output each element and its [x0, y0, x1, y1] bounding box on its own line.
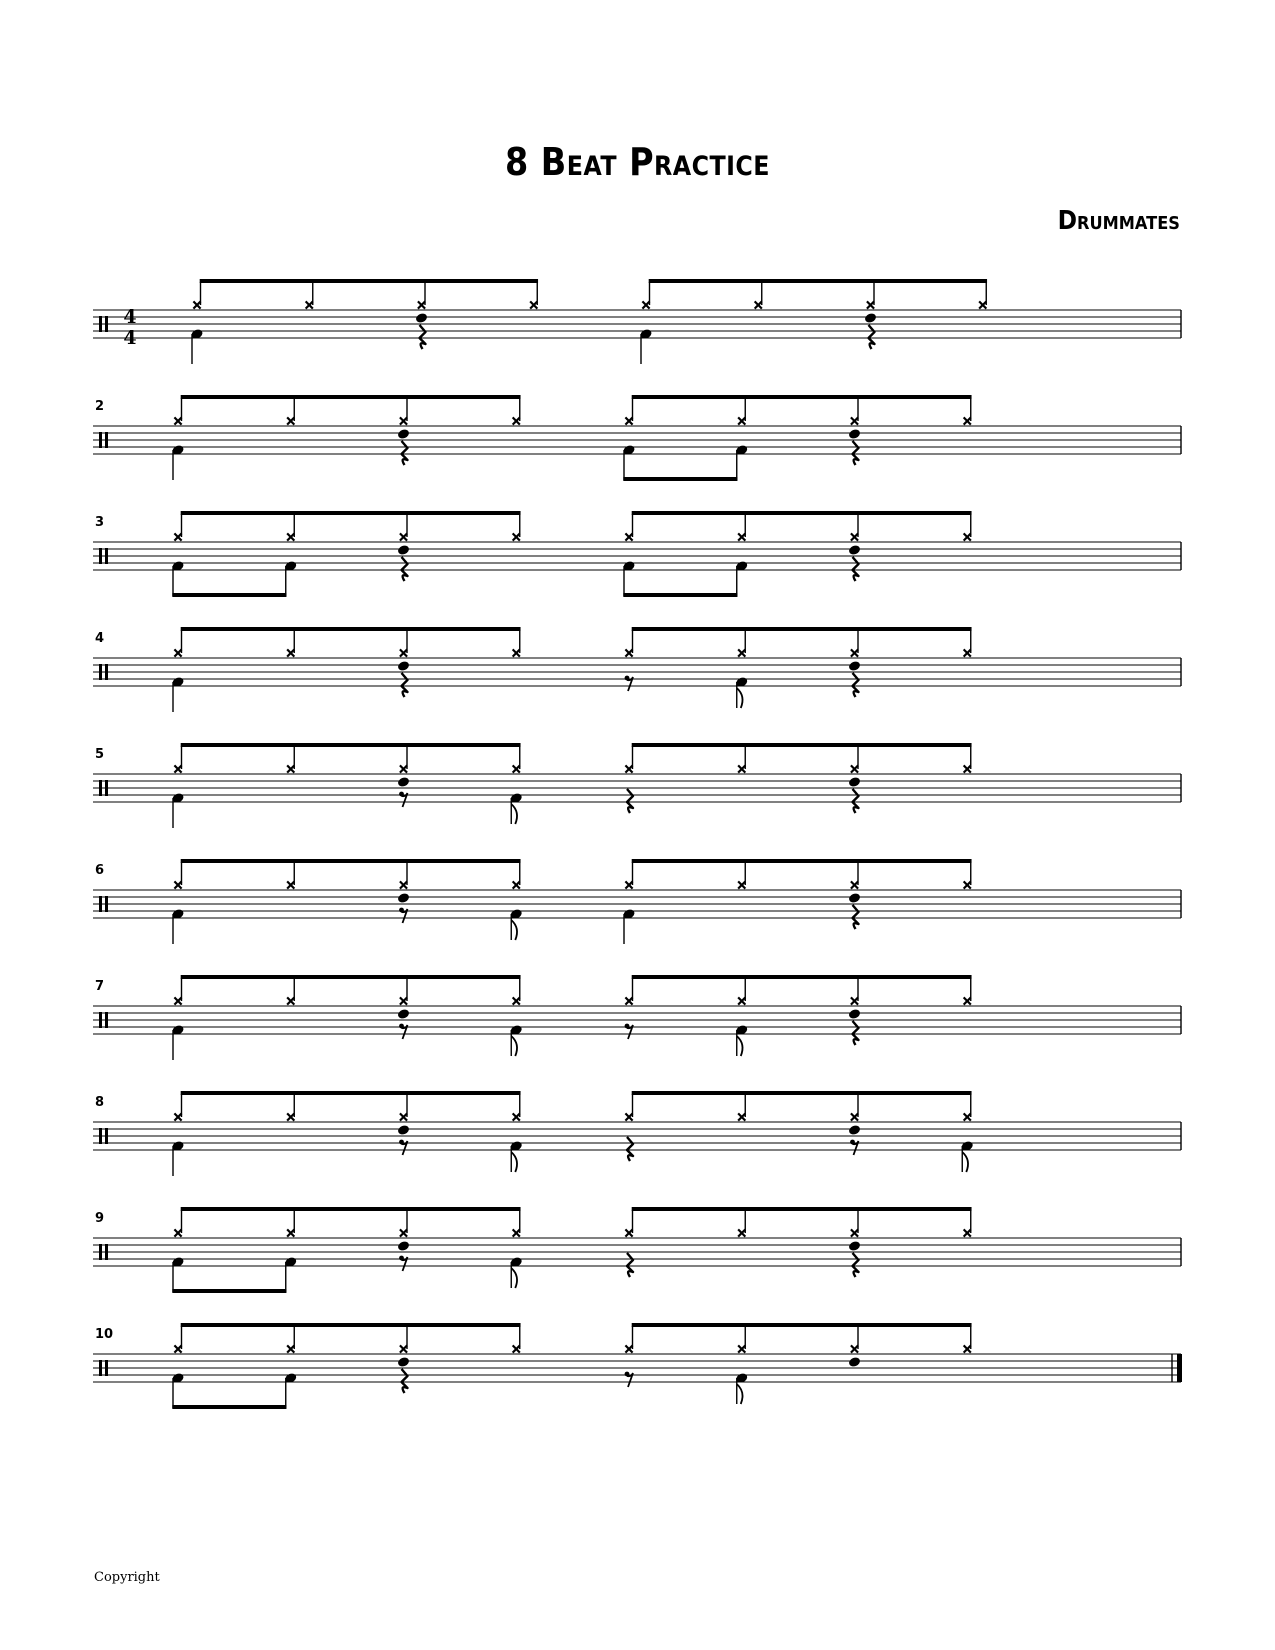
percussion-clef [99, 780, 102, 796]
cymbal-beam [181, 1207, 521, 1211]
measure-number: 7 [95, 979, 105, 994]
staff-system [93, 859, 1181, 944]
quarter-rest [627, 1253, 633, 1277]
percussion-clef [99, 1360, 102, 1376]
snare-note-head [848, 776, 862, 788]
eighth-flag [511, 1152, 517, 1172]
eighth-flag [511, 1268, 517, 1288]
staff-system [93, 395, 1181, 481]
measure-number: 4 [95, 631, 105, 646]
bass-drum-beam [172, 593, 286, 597]
cymbal-beam [632, 1091, 972, 1095]
composer-name: Drummates [1057, 206, 1180, 236]
measure-number: 3 [95, 515, 105, 530]
snare-note-head [848, 1356, 862, 1368]
cymbal-beam [181, 627, 521, 631]
cymbal-beam [632, 1207, 972, 1211]
cymbal-beam [632, 395, 972, 399]
staff-system [93, 975, 1181, 1060]
time-signature-denominator: 4 [123, 327, 137, 349]
snare-note-head [397, 544, 411, 556]
measure-number: 6 [95, 863, 105, 878]
quarter-rest [869, 325, 875, 349]
eighth-flag [511, 1036, 517, 1056]
eighth-flag [737, 1384, 743, 1404]
snare-note-head [848, 1240, 862, 1252]
snare-note-head [848, 428, 862, 440]
eighth-flag [737, 1036, 743, 1056]
time-signature-numerator: 4 [123, 306, 137, 328]
snare-note-head [397, 892, 411, 904]
snare-note-head [864, 312, 878, 324]
cymbal-beam [200, 279, 538, 283]
percussion-clef [105, 432, 108, 448]
snare-note-head [397, 1008, 411, 1020]
percussion-clef [105, 1360, 108, 1376]
quarter-rest [853, 789, 859, 813]
percussion-clef [105, 896, 108, 912]
snare-note-head [848, 1124, 862, 1136]
measure-number: 2 [95, 399, 105, 414]
quarter-rest [627, 1137, 633, 1161]
staff-system [93, 279, 1181, 364]
cymbal-beam [632, 1323, 972, 1327]
copyright-notice: Copyright [94, 1570, 160, 1585]
quarter-rest [853, 1021, 859, 1045]
snare-note-head [397, 1240, 411, 1252]
cymbal-beam [632, 627, 972, 631]
cymbal-beam [649, 279, 987, 283]
percussion-clef [99, 432, 102, 448]
quarter-rest [402, 1369, 408, 1393]
snare-note-head [397, 1124, 411, 1136]
snare-note-head [848, 1008, 862, 1020]
percussion-clef [105, 1012, 108, 1028]
percussion-clef [99, 896, 102, 912]
quarter-rest [402, 441, 408, 465]
eighth-flag [737, 688, 743, 708]
quarter-rest [402, 673, 408, 697]
staff-system [93, 1091, 1181, 1176]
quarter-rest [627, 789, 633, 813]
measure-number: 10 [95, 1327, 114, 1342]
percussion-clef [99, 664, 102, 680]
snare-note-head [848, 544, 862, 556]
bass-drum-beam [623, 477, 737, 481]
cymbal-beam [181, 1323, 521, 1327]
staff-system [93, 511, 1181, 597]
percussion-clef [105, 664, 108, 680]
snare-note-head [397, 660, 411, 672]
percussion-clef [99, 316, 102, 332]
staff-system [93, 743, 1181, 828]
eighth-flag [962, 1152, 968, 1172]
score-title: 8 Beat Practice [505, 140, 770, 184]
percussion-clef [99, 1012, 102, 1028]
snare-note-head [397, 1356, 411, 1368]
bass-drum-beam [172, 1405, 286, 1409]
quarter-rest [420, 325, 426, 349]
snare-note-head [848, 892, 862, 904]
quarter-rest [853, 905, 859, 929]
staff-system [93, 627, 1181, 712]
quarter-rest [853, 441, 859, 465]
staff-system [93, 1323, 1182, 1409]
percussion-clef [99, 1244, 102, 1260]
measure-number: 9 [95, 1211, 105, 1226]
cymbal-beam [181, 511, 521, 515]
eighth-flag [511, 804, 517, 824]
quarter-rest [402, 557, 408, 581]
cymbal-beam [632, 859, 972, 863]
quarter-rest [853, 557, 859, 581]
percussion-clef [99, 1128, 102, 1144]
final-barline-thick [1177, 1354, 1182, 1382]
staff-system [93, 1207, 1181, 1293]
cymbal-beam [181, 395, 521, 399]
cymbal-beam [181, 743, 521, 747]
bass-drum-beam [623, 593, 737, 597]
snare-note-head [397, 428, 411, 440]
measure-number: 5 [95, 747, 105, 762]
bass-drum-beam [172, 1289, 286, 1293]
percussion-clef [99, 548, 102, 564]
quarter-rest [853, 1253, 859, 1277]
cymbal-beam [181, 975, 521, 979]
cymbal-beam [632, 975, 972, 979]
percussion-clef [105, 316, 108, 332]
measure-number: 8 [95, 1095, 105, 1110]
cymbal-beam [632, 743, 972, 747]
percussion-clef [105, 1128, 108, 1144]
cymbal-beam [181, 859, 521, 863]
snare-note-head [397, 776, 411, 788]
eighth-flag [511, 920, 517, 940]
percussion-clef [105, 780, 108, 796]
snare-note-head [848, 660, 862, 672]
cymbal-beam [181, 1091, 521, 1095]
cymbal-beam [632, 511, 972, 515]
quarter-rest [853, 673, 859, 697]
percussion-clef [105, 1244, 108, 1260]
percussion-clef [105, 548, 108, 564]
snare-note-head [415, 312, 429, 324]
